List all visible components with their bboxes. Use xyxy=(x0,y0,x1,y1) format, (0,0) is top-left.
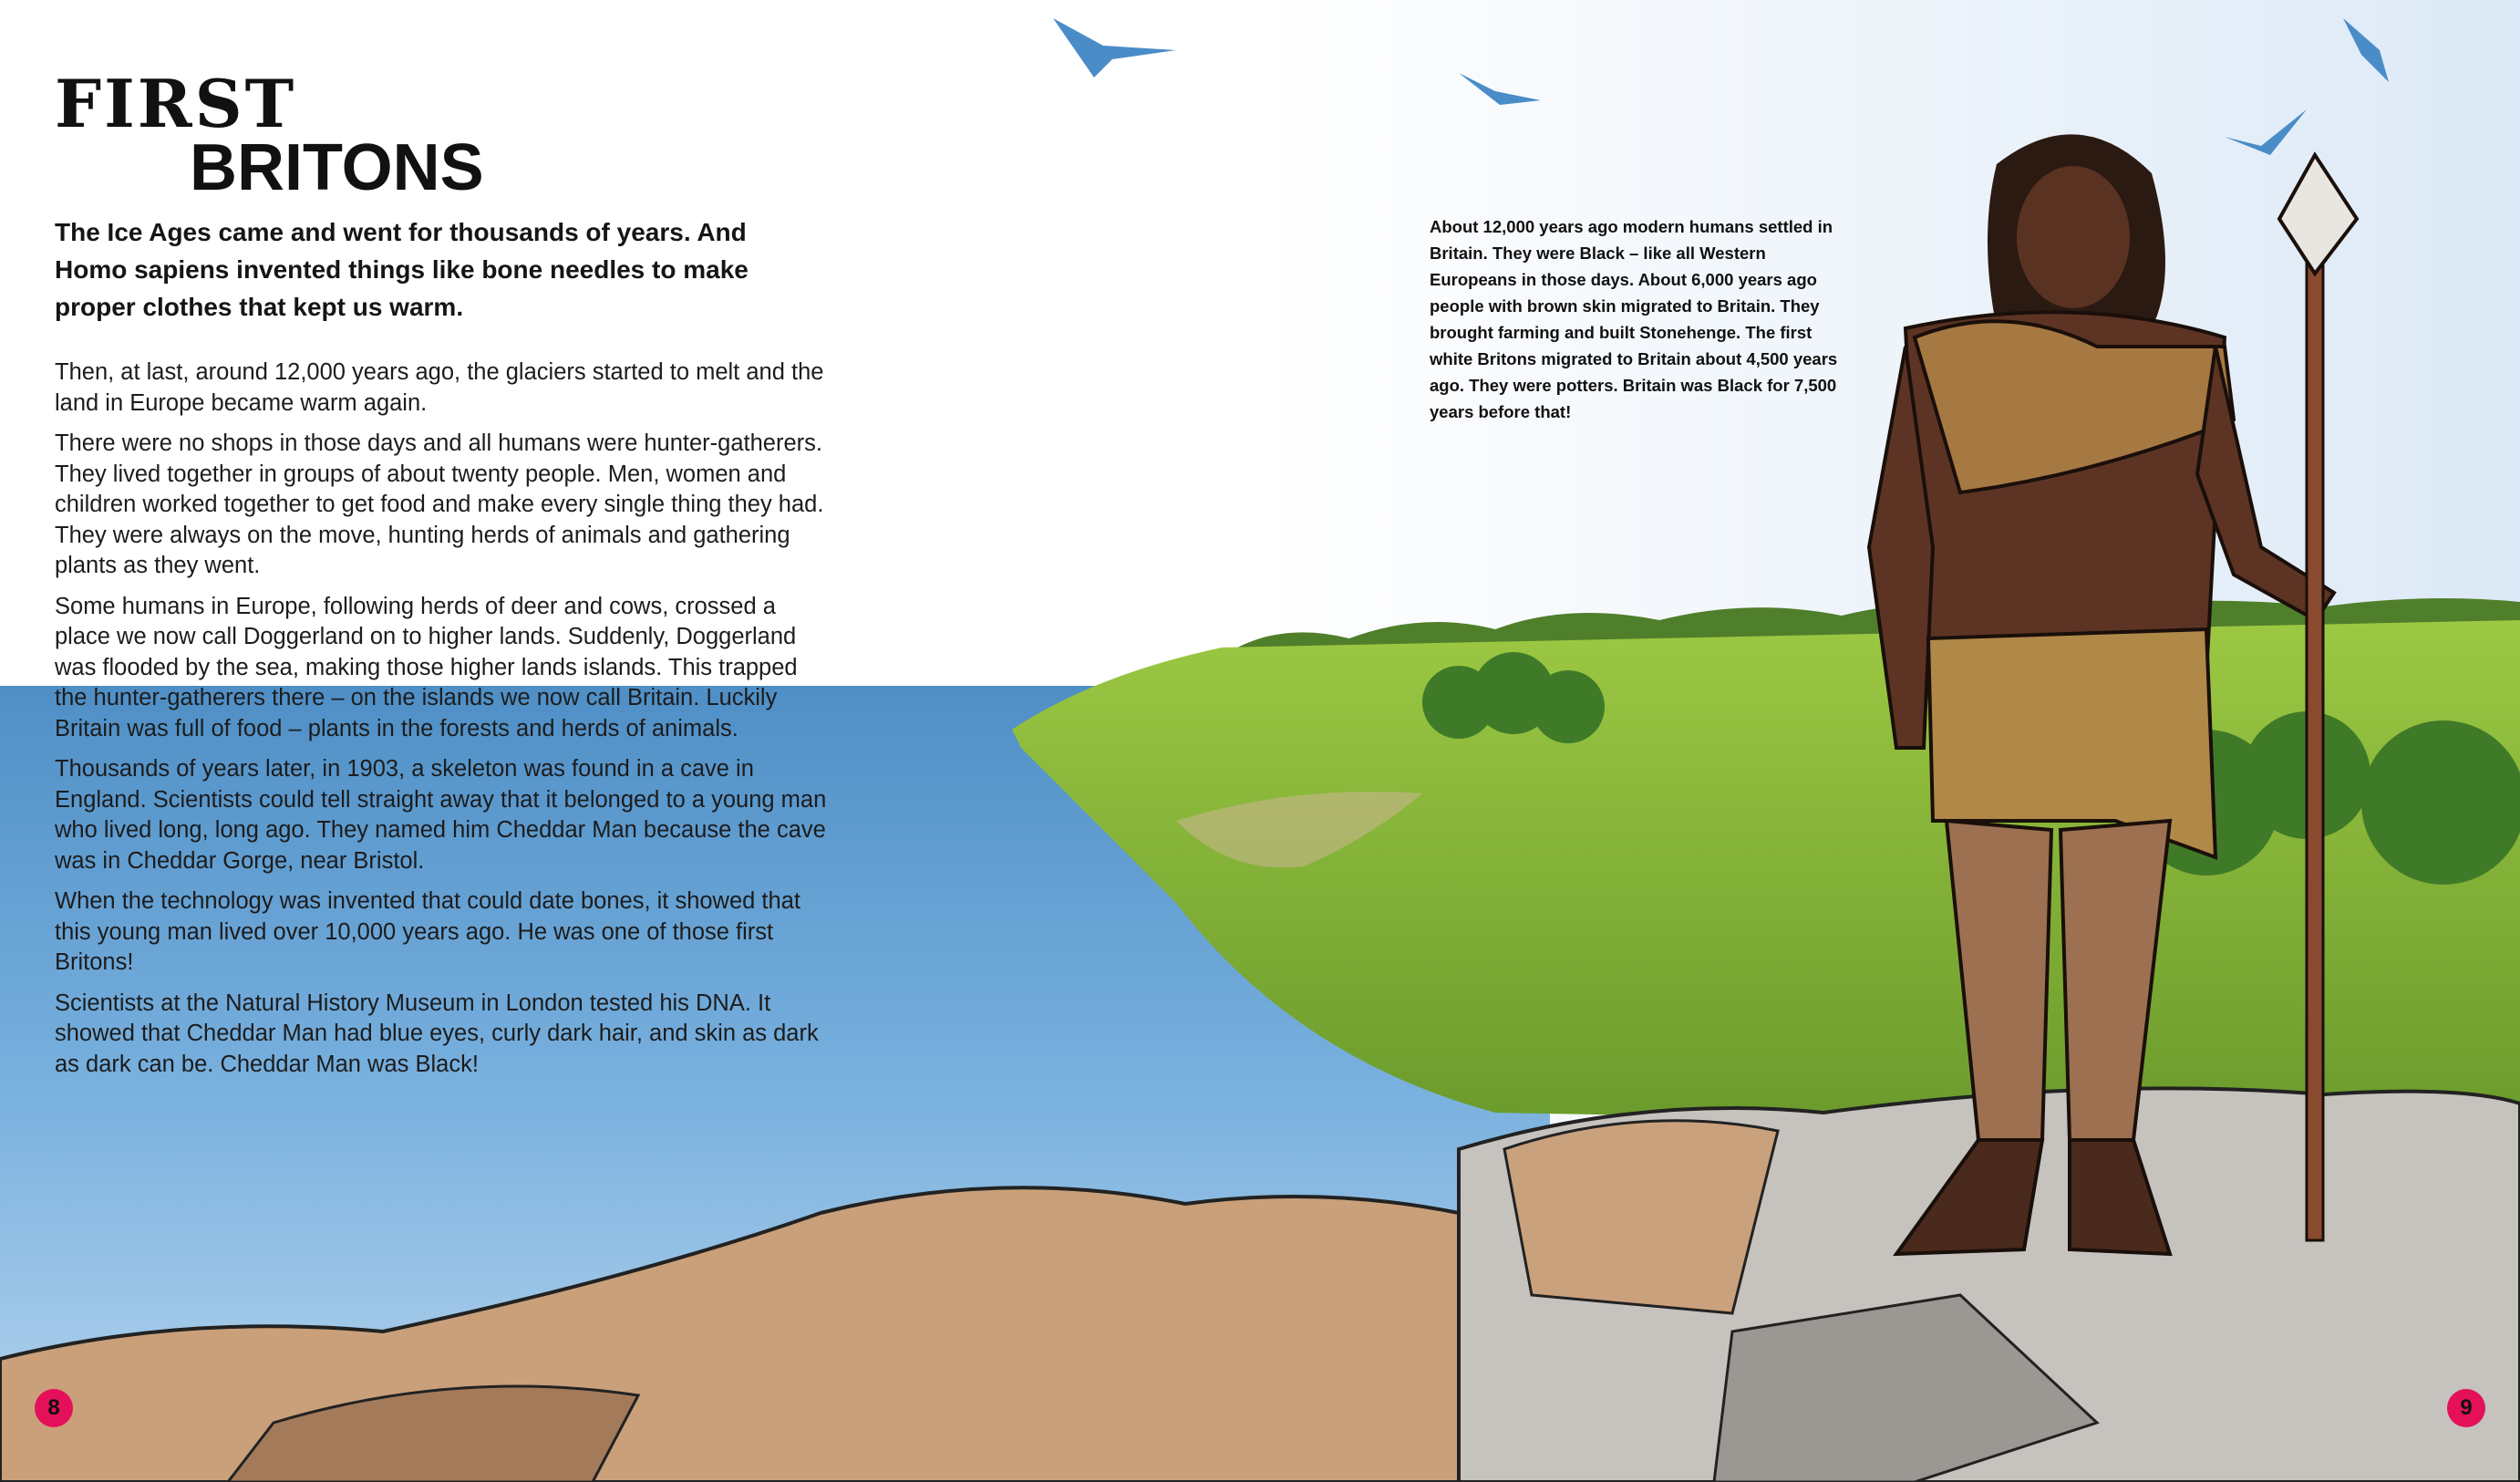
page-title-first: FIRST xyxy=(55,65,297,142)
paragraph: There were no shops in those days and all humans were hunter-gatherers. They lived together in groups of about twenty people. Men, women and children worked together to get food and make every single thing they had. They were always on the move, hunting herds of animals and gathering plants as they went. xyxy=(55,430,824,578)
spear xyxy=(2307,237,2323,1240)
paragraph: When the technology was invented that could date bones, it showed that this young man lived over 10,000 years ago. He was one of those first Britons! xyxy=(55,888,800,975)
page-number-right: 9 xyxy=(2447,1389,2485,1427)
page-title-britons: BRITONS xyxy=(190,131,484,204)
paragraph: Thousands of years later, in 1903, a skeleton was found in a cave in England. Scientists could tell straight away that it belonged to a young man who lived long, long ago. They named him Cheddar Man because the cave was in Cheddar Gorge, near Bristol. xyxy=(55,756,827,874)
paragraph: Then, at last, around 12,000 years ago, the glaciers started to melt and the land in Europe became warm again. xyxy=(55,359,824,416)
sidebar-fact-box: About 12,000 years ago modern humans settled in Britain. They were Black – like all Western Europeans in those days. About 6,000 years ago people with brown skin migrated to Britain. They brought farming and built Stonehenge. The first white Britons migrated to Britain about 4,500 years ago. They were potters. Britain was Black for 7,500 years before that! xyxy=(1430,217,1838,421)
paragraph: Scientists at the Natural History Museum in London tested his DNA. It showed that Cheddar Man had blue eyes, curly dark hair, and skin as dark as dark can be. Cheddar Man was Black! xyxy=(55,990,819,1077)
paragraph: Some humans in Europe, following herds of deer and cows, crossed a place we now call Doggerland on to higher lands. Suddenly, Doggerland was flooded by the sea, making those higher lands islands. This trapped the hunter-gatherers there – on the islands we now call Britain. Luckily Britain was full of food – plants in the forests and herds of animals. xyxy=(55,593,798,741)
page-number-left: 8 xyxy=(35,1389,73,1427)
lead-paragraph: The Ice Ages came and went for thousands of years. And Homo sapiens invented things like bone needles to make proper clothes that kept us warm. xyxy=(55,218,749,321)
body-text xyxy=(55,358,830,1090)
